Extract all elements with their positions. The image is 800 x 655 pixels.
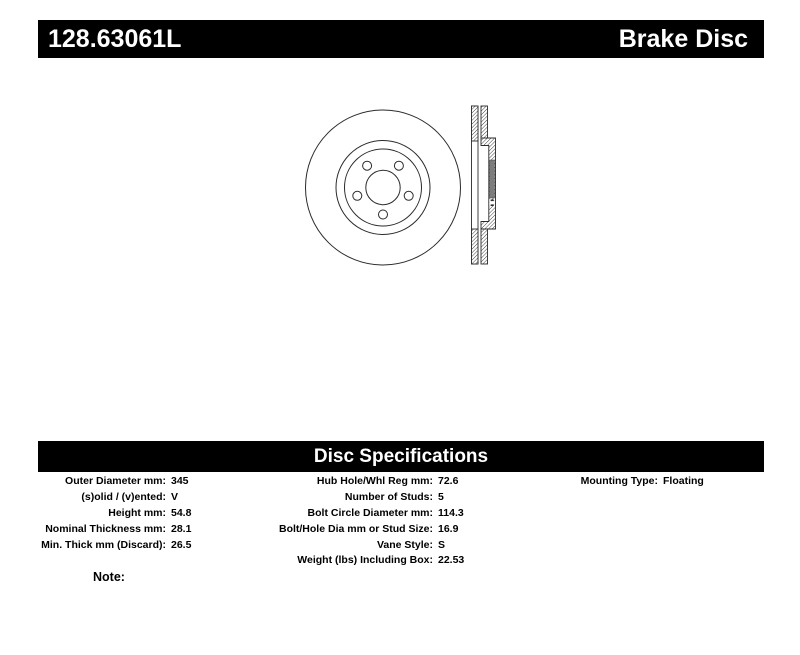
outboard-plate-outline: [472, 106, 479, 264]
note-label: Note:: [93, 570, 125, 584]
inboard-plate-bottom-section: [481, 229, 488, 264]
inboard-plate-top-section: [481, 106, 488, 139]
outboard-plate-top-section: [472, 106, 479, 141]
stud-hole: [363, 161, 372, 170]
spec-value: 345: [171, 475, 189, 487]
spec-value: 5: [438, 490, 444, 503]
header-bar: [38, 20, 764, 58]
spec-value: Floating: [663, 475, 704, 487]
spec-value: S: [438, 538, 446, 551]
spec-label: Bolt Circle Diameter mm:: [307, 506, 433, 519]
spec-column-left: [38, 474, 191, 553]
spec-label: (s)olid / (v)ented:: [81, 490, 166, 503]
hat-stud-hole: [489, 200, 494, 207]
spec-row: [250, 553, 464, 569]
spec-column-middle: [250, 474, 464, 569]
friction-surface-inner-circle: [336, 141, 430, 235]
hat-stud-hole-edge: [491, 200, 494, 202]
spec-label: Bolt/Hole Dia mm or Stud Size:: [278, 522, 433, 535]
spec-value: V: [171, 490, 179, 503]
hat-section-profile: [481, 138, 496, 229]
spec-section-title: Disc Specifications: [313, 445, 489, 467]
spec-row: [250, 490, 464, 506]
spec-label: Vane Style:: [376, 538, 433, 551]
stud-hole: [394, 161, 403, 170]
center-hub-hole: [366, 170, 400, 204]
spec-label: Height mm:: [108, 506, 166, 519]
spec-label: Weight (lbs) Including Box:: [297, 554, 433, 567]
spec-row: [250, 474, 464, 490]
part-number: 128.63061L: [48, 24, 182, 53]
hat-band: [490, 160, 495, 198]
spec-row: [250, 506, 464, 522]
spec-row: [38, 506, 191, 522]
stud-holes: [353, 161, 413, 219]
spec-row: [38, 474, 191, 490]
spec-column-right: [530, 474, 704, 490]
spec-section-bar: [38, 441, 764, 472]
spec-value: 114.3: [438, 506, 464, 519]
spec-value: 16.9: [438, 522, 459, 535]
spec-label: Nominal Thickness mm:: [45, 522, 166, 535]
stud-hole: [353, 191, 362, 200]
spec-row: [250, 538, 464, 554]
hat-stud-hole-edge: [491, 204, 494, 206]
stud-hole: [379, 210, 388, 219]
spec-label: Outer Diameter mm:: [65, 475, 166, 487]
outer-diameter-circle: [306, 110, 461, 265]
spec-label: Min. Thick mm (Discard):: [41, 538, 166, 551]
outboard-plate-bottom-section: [472, 229, 479, 264]
spec-row: [250, 522, 464, 538]
spec-value: 22.53: [438, 554, 465, 567]
stud-hole: [404, 191, 413, 200]
spec-value: 26.5: [171, 538, 192, 551]
spec-value: 54.8: [171, 506, 192, 519]
spec-label: Mounting Type:: [580, 475, 658, 487]
spec-label: Number of Studs:: [344, 490, 433, 503]
brake-disc-cross-section-view: [472, 106, 496, 264]
spec-value: 72.6: [438, 475, 459, 487]
spec-row: [38, 490, 191, 506]
brake-disc-front-view: [306, 110, 461, 265]
spec-row: [530, 474, 704, 490]
spec-row: [38, 538, 191, 554]
spec-value: 28.1: [171, 522, 192, 535]
spec-row: [38, 522, 191, 538]
spec-label: Hub Hole/Whl Reg mm:: [316, 475, 433, 487]
hat-rim-circle: [345, 149, 422, 226]
product-title: Brake Disc: [618, 24, 748, 53]
